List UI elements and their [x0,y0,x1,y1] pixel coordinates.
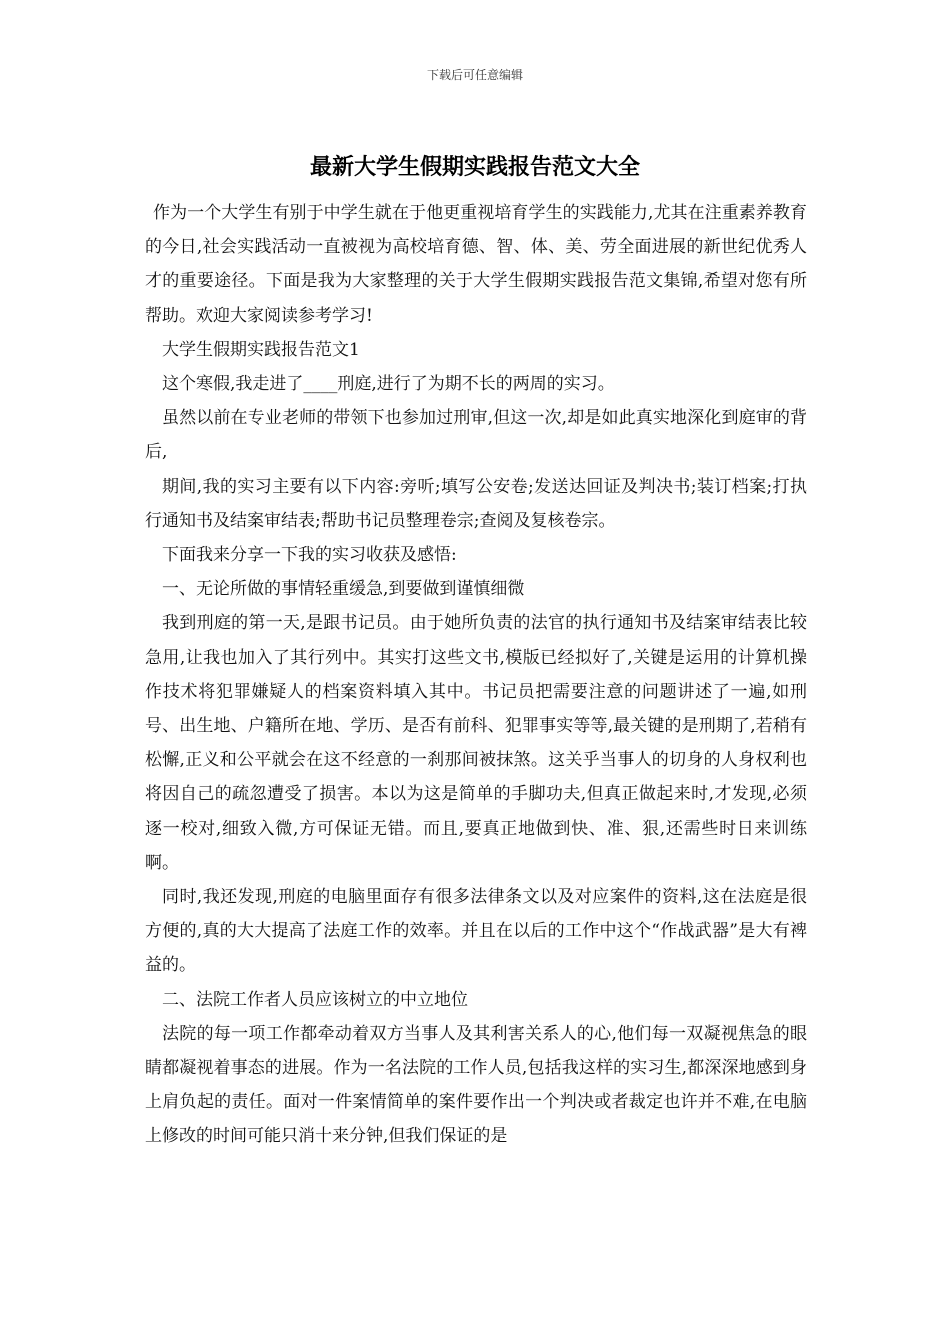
paragraph: 期间,我的实习主要有以下内容:旁听;填写公安卷;发送达回证及判决书;装订档案;打执行通知书及结案审结表;帮助书记员整理卷宗;查阅及复核卷宗。 [145,476,807,531]
document-title: 最新大学生假期实践报告范文大全 [309,154,640,180]
paragraph: 法院的每一项工作都牵动着双方当事人及其利害关系人的心,他们每一双凝视焦急的眼睛都凝视着事态的进展。作为一名法院的工作人员,包括我这样的实习生,都深深地感到身上肩负起的责任。面对一件案情简单的案件要作出一个判决或者裁定也许并不难,在电脑上修改的时间可能只消十来分钟,但我们保证的是 [145,1023,807,1147]
paragraph: 下面我来分享一下我的实习收获及感悟: [162,545,457,566]
paragraph-intro: 作为一个大学生有别于中学生就在于他更重视培育学生的实践能力,尤其在注重素养教育的今日,社会实践活动一直被视为高校培育德、智、体、美、劳全面进展的新世纪优秀人才的重要途径。下面是我为大家整理的关于大学生假期实践报告范文集锦,希望对您有所帮助。欢迎大家阅读参考学习! [145,203,807,326]
section-heading-2: 二、法院工作者人员应该树立的中立地位 [162,989,468,1010]
section-heading-sample-1: 大学生假期实践报告范文1 [162,339,360,360]
paragraph: 这个寒假,我走进了____刑庭,进行了为期不长的两周的实习。 [162,374,615,395]
section-heading-1: 一、无论所做的事情轻重缓急,到要做到谨慎细微 [162,579,525,600]
header-note: 下载后可任意编辑 [426,68,523,82]
document-body [145,196,807,1154]
paragraph: 我到刑庭的第一天,是跟书记员。由于她所负责的法官的执行通知书及结案审结表比较急用,让我也加入了其行列中。其实打这些文书,模版已经拟好了,关键是运用的计算机操作技术将犯罪嫌疑人的档案资料填入其中。书记员把需要注意的问题讲述了一遍,如刑号、出生地、户籍所在地、学历、是否有前科、犯罪事实等等,最关键的是刑期了,若稍有松懈,正义和公平就会在这不经意的一刹那间被抹煞。这关乎当事人的切身的人身权利也将因自己的疏忽遭受了损害。本以为这是简单的手脚功夫,但真正做起来时,才发现,必须逐一校对,细致入微,方可保证无错。而且,要真正地做到快、准、狠,还需些时日来训练啊。 [145,613,807,873]
paragraph: 同时,我还发现,刑庭的电脑里面存有很多法律条文以及对应案件的资料,这在法庭是很方便的,真的大大提高了法庭工作的效率。并且在以后的工作中这个“作战武器”是大有裨益的。 [145,887,807,976]
paragraph: 虽然以前在专业老师的带领下也参加过刑审,但这一次,却是如此真实地深化到庭审的背后, [145,408,807,463]
